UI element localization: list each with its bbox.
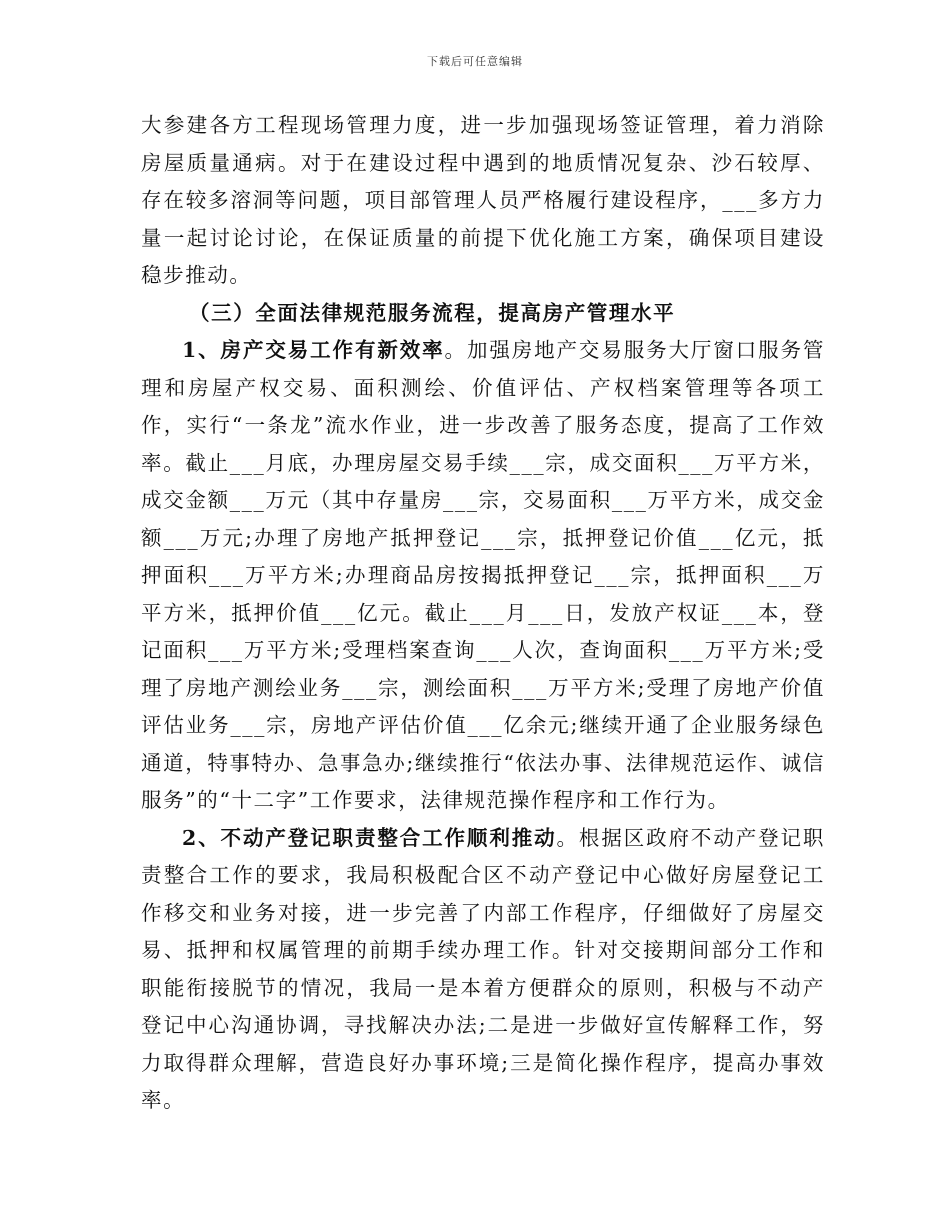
document-body	[141, 107, 825, 1120]
paragraph-housing-transactions	[141, 332, 825, 820]
paragraph-text: 。根据区政府不动产登记职责整合工作的要求，我局积极配合区不动产登记中心做好房屋登记工作移交和业务对接，进一步完善了内部工作程序，仔细做好了房屋交易、抵押和权属管理的前期手续办理工作。针对交接期间部分工作和职能衔接脱节的情况，我局一是本着方便群众的原则，积极与不动产登记中心沟通协调，寻找解决办法;二是进一步做好宣传解释工作，努力取得群众理解，营造良好办事环境;三是简化操作程序，提高办事效率。	[141, 825, 826, 1112]
paragraph-continuation: 大参建各方工程现场管理力度，进一步加强现场签证管理，着力消除房屋质量通病。对于在建设过程中遇到的地质情况复杂、沙石较厚、存在较多溶洞等问题，项目部管理人员严格履行建设程序，___多方力量一起讨论讨论，在保证质量的前提下优化施工方案，确保项目建设稳步推动。	[141, 113, 825, 287]
page-header: 下载后可任意编辑	[427, 55, 523, 68]
paragraph-lead-title: 1、房产交易工作有新效率	[182, 338, 445, 362]
paragraph-registration-integration	[141, 820, 825, 1120]
section-heading: （三）全面法律规范服务流程，提高房产管理水平	[189, 300, 676, 325]
paragraph-text: 。加强房地产交易服务大厅窗口服务管理和房屋产权交易、面积测绘、价值评估、产权档案管理等各项工作，实行“一条龙”流水作业，进一步改善了服务态度，提高了工作效率。截止___月底，办理房屋交易手续___宗，成交面积___万平方米，成交金额___万元（其中存量房___宗，交易面积___万平方米，成交金额___万元;办理了房地产抵押登记___宗，抵押登记价值___亿元，抵押面积___万平方米;办理商品房按揭抵押登记___宗，抵押面积___万平方米，抵押价值___亿元。截止___月___日，发放产权证___本，登记面积___万平方米;受理档案查询___人次，查询面积___万平方米;受理了房地产测绘业务___宗，测绘面积___万平方米;受理了房地产价值评估业务___宗，房地产评估价值___亿余元;继续开通了企业服务绿色通道，特事特办、急事急办;继续推行“依法办事、法律规范运作、诚信服务”的“十二字”工作要求，法律规范操作程序和工作行为。	[141, 338, 826, 812]
paragraph-lead-title: 2、不动产登记职责整合工作顺利推动	[182, 825, 557, 850]
